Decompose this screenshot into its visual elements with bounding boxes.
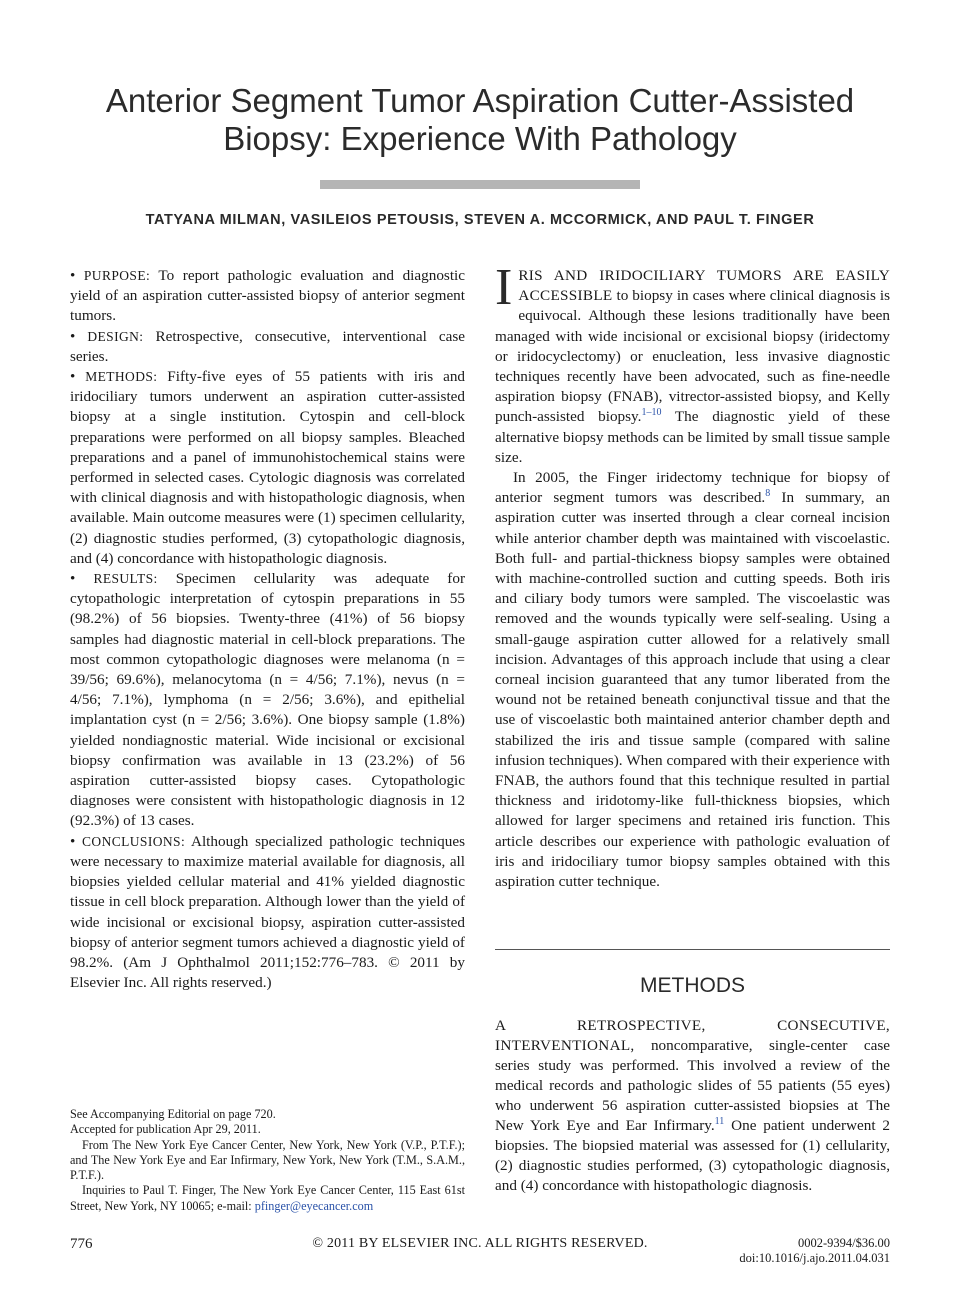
title-line-2: Biopsy: Experience With Pathology: [223, 120, 737, 157]
section-divider: [495, 949, 890, 950]
abstract-conclusions: • CONCLUSIONS: Although specialized pathologic techniques were necessary to maximize material available for diagnosis, all biopsies yielded cellular material and 41% yielded diagnostic tissue in cell block preparation. Although lower than the yield of wide incisional or excisional biopsy, aspiration cutter-assisted biopsy of anterior segment tumors achieved a diagnostic yield of 98.2%. (Am J Ophthalmol 2011;152:776–783. © 2011 by Elsevier Inc. All rights reserved.): [70, 832, 465, 992]
intro-leadin: RIS AND IRIDOCILIARY TUMORS ARE EASILY ACCESSIBLE: [518, 267, 890, 305]
intro-paragraph-1: [495, 259, 891, 468]
abstract-purpose: • PURPOSE: To report pathologic evaluation and diagnostic yield of an aspiration cutter-assisted biopsy of anterior segment tumors.: [70, 267, 466, 325]
methods-heading: METHODS: [640, 974, 745, 997]
intro-paragraph-2: [495, 468, 890, 892]
conclusions-label: CONCLUSIONS:: [82, 833, 186, 849]
design-text: Retrospective, consecutive, interventional case series.: [70, 327, 466, 365]
abstract-design: • DESIGN: Retrospective, consecutive, interventional case series.: [70, 327, 466, 365]
drop-cap: I: [495, 259, 513, 316]
citation-link[interactable]: 1–10: [641, 407, 662, 419]
conclusions-text: Although specialized pathologic techniques were necessary to maximize material available for diagnosis, all biopsies yielded cellular material and 41% yielded diagnostic tissue in cell block preparation. Although lower than the yield of wide incisional or excisional biopsy, aspiration cutter-assisted biopsy of anterior segment tumors achieved a diagnostic yield of 98.2%. (Am J Ophthalmol 2011;152:776–783. © 2011 by Elsevier Inc. All rights reserved.): [70, 832, 465, 992]
citation-link[interactable]: 11: [714, 1115, 725, 1127]
methods-body-end: One patient underwent 2 biopsies. The biopsied material was assessed for (1) cellularity, (2) diagnostic studies performed, (3) cytopathologic diagnosis, and (4) concordance with histopathologic diagnosis.: [495, 1117, 891, 1194]
title-line-1: Anterior Segment Tumor Aspiration Cutter-Assisted: [105, 82, 855, 119]
design-label: DESIGN:: [87, 328, 144, 344]
email-link[interactable]: pfinger@eyecancer.com: [254, 1198, 374, 1213]
intro-p2-start: In 2005, the Finger iridectomy technique for biopsy of anterior segment tumors was described.: [495, 469, 890, 507]
footnote-affiliations: From The New York Eye Cancer Center, New York, New York (V.P., P.T.F.); and The New York Eye and Ear Infirmary, New York, New York (T.M., S.A.M., P.T.F.).: [70, 1137, 465, 1183]
results-text: Specimen cellularity was adequate for cytopathologic interpretation of cytospin preparations in 55 (98.2%) of 56 biopsies. Twenty-three (41%) of 56 biopsy samples had diagnostic material in cell-block preparations. The most common cytopathologic diagnoses were melanoma (n = 39/56; 69.6%), melanocytoma (n = 4/56; 7.1%), nevus (n = 4/56; 7.1%), lymphoma (n = 2/56; 3.6%), and epithelial implantation cyst (n = 2/56; 3.6%). One biopsy sample (1.8%) yielded nondiagnostic material. Wide incisional or excisional biopsy confirmation was available in 13 (23.2%) of 56 aspiration cutter-assisted biopsy cases. Cytopathologic diagnoses were consistent with histopathologic diagnosis in 12 (92.3%) of 13 cases.: [70, 570, 466, 830]
purpose-text: To report pathologic evaluation and diagnostic yield of an aspiration cutter-assisted biopsy of anterior segment tumors.: [70, 267, 466, 325]
doi: doi:10.1016/j.ajo.2011.04.031: [739, 1251, 890, 1265]
introduction: [495, 259, 891, 892]
methods-body: noncomparative, single-center case series study was performed. This involved a review of the medical records and pathologic slides of 55 patients (55 eyes) who underwent 56 aspiration cutter-assisted biopsies at The New York Eye and Ear Infirmary.: [495, 1037, 890, 1134]
page-number: 776: [70, 1236, 93, 1252]
inquiries-text: Inquiries to Paul T. Finger, The New York Eye Cancer Center, 115 East 61st Street, New York, NY 10065; e-mail:: [70, 1183, 465, 1213]
methods-leadin: A RETROSPECTIVE, CONSECUTIVE, INTERVENTIONAL,: [495, 1017, 890, 1054]
author-list: TATYANA MILMAN, VASILEIOS PETOUSIS, STEVEN A. MCCORMICK, AND PAUL T. FINGER: [145, 212, 815, 228]
results-label: RESULTS:: [93, 571, 158, 587]
methods-label: METHODS:: [85, 369, 158, 385]
issn-price: 0002-9394/$36.00: [797, 1236, 890, 1250]
copyright-notice: © 2011 BY ELSEVIER INC. ALL RIGHTS RESERVED.: [312, 1236, 648, 1251]
title-rule: [320, 180, 640, 189]
intro-p2-end: In summary, an aspiration cutter was inserted through a clear corneal incision while anterior chamber depth was maintained with viscoelastic. Both full- and partial-thickness biopsy samples were obtained with machine-controlled suction and cutting speeds. Both iris and ciliary body tumors were sampled. The viscoelastic was removed and the wounds typically were self-sealing. Using a small-gauge aspiration cutter allowed for a relatively small incision. Advantages of this approach include that using a clear corneal incision guaranteed that any tumor liberated from the wound not be retained beneath conjunctival tissue and that the use of viscoelastic both maintained anterior chamber depth and stabilized the iris and tissue sample (compared with saline infusion techniques). When compared with their experience with FNAB, the authors found that this technique resulted in partial thickness and iridotomy-like full-thickness biopsies, which allowed for larger specimens and retained iris function. This article describes our experience with pathologic evaluation of iris and iridociliary tumor biopsy samples obtained with this aspiration cutter technique.: [495, 489, 891, 891]
abstract: [70, 266, 465, 993]
methods-text: Fifty-five eyes of 55 patients with iris and iridociliary tumors underwent an aspiration cutter-assisted biopsy at a single institution. Cytospin and cell-block preparations were performed on all biopsy samples. Bleached preparations and a panel of immunohistochemical stains were performed in selected cases. Cytologic diagnosis was correlated with clinical diagnosis and with histopathologic diagnosis, when available. Main outcome measures were (1) specimen cellularity, (2) diagnostic studies performed, (3) cytopathologic diagnosis, and (4) concordance with histopathologic diagnosis.: [70, 368, 466, 567]
abstract-methods: • METHODS: Fifty-five eyes of 55 patients with iris and iridociliary tumors underwent an aspiration cutter-assisted biopsy at a single institution. Cytospin and cell-block preparations were performed on all biopsy samples. Bleached preparations and a panel of immunohistochemical stains were performed in selected cases. Cytologic diagnosis was correlated with clinical diagnosis and with histopathologic diagnosis, when available. Main outcome measures were (1) specimen cellularity, (2) diagnostic studies performed, (3) cytopathologic diagnosis, and (4) concordance with histopathologic diagnosis.: [70, 368, 466, 567]
footnotes: [70, 1107, 465, 1214]
footnote-editorial: See Accompanying Editorial on page 720.: [70, 1107, 276, 1121]
abstract-results: • RESULTS: Specimen cellularity was adequate for cytopathologic interpretation of cytospin preparations in 55 (98.2%) of 56 biopsies. Twenty-three (41%) of 56 biopsy samples had diagnostic material in cell-block preparations. The most common cytopathologic diagnoses were melanoma (n = 39/56; 69.6%), melanocytoma (n = 4/56; 7.1%), nevus (n = 4/56; 7.1%), lymphoma (n = 2/56; 3.6%), and epithelial implantation cyst (n = 2/56; 3.6%). One biopsy sample (1.8%) yielded nondiagnostic material. Wide incisional or excisional biopsy confirmation was available in 13 (23.2%) of 56 aspiration cutter-assisted biopsy cases. Cytopathologic diagnoses were consistent with histopathologic diagnosis in 12 (92.3%) of 13 cases.: [70, 570, 466, 830]
intro-p1-text: to biopsy in cases where clinical diagnosis is equivocal. Although these lesions traditionally have been managed with wide incisional or excisional biopsy (iridectomy or iridocyclectomy) or enucleation, less invasive diagnostic techniques recently have been advocated, such as fine-needle aspiration biopsy (FNAB), vitrector-assisted biopsy, and Kelly punch-assisted biopsy.: [495, 287, 891, 426]
intro-p1-end: The diagnostic yield of these alternative biopsy methods can be limited by small tissue sample size.: [495, 408, 890, 466]
methods-paragraph: [495, 1016, 890, 1196]
purpose-label: PURPOSE:: [83, 268, 151, 283]
article-title: [70, 82, 890, 158]
footnote-accepted: Accepted for publication Apr 29, 2011.: [70, 1122, 261, 1137]
citation-link[interactable]: 8: [765, 488, 771, 500]
article-identifiers: [739, 1236, 890, 1266]
footnote-inquiries: [70, 1183, 465, 1214]
